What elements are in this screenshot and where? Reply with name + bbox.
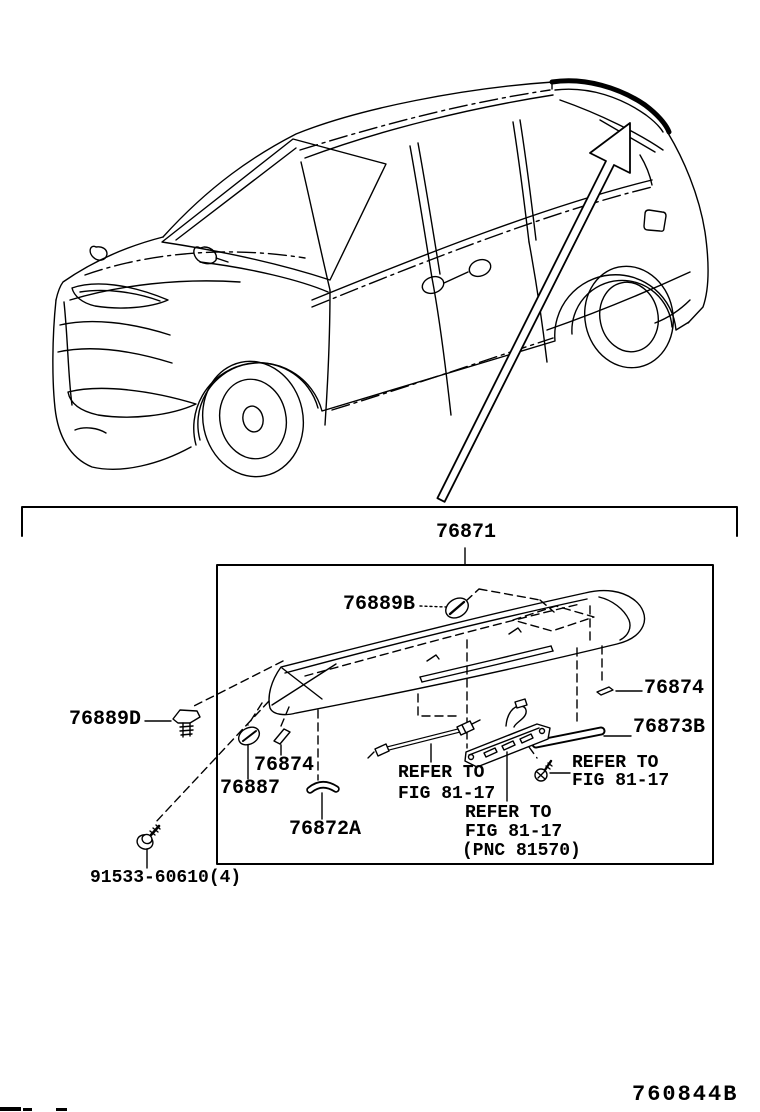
callout-76872A: 76872A [289,818,362,841]
callout-76873B: 76873B [633,716,706,739]
callout-76889D: 76889D [69,708,142,731]
pad-76872A-icon [310,785,336,790]
print-artifact [56,1108,67,1111]
harness-drawing [368,720,480,758]
callout-76887: 76887 [220,777,281,800]
assembly-figure [22,507,737,868]
refer-bottom-line1: REFER TO [465,803,552,823]
clip-76889D-icon [173,710,200,737]
vehicle-drawing [53,81,708,502]
print-artifact [0,1107,21,1111]
width-bracket [22,507,737,536]
clip-76874-right-icon [597,687,613,695]
screw-91533-icon [135,825,160,851]
screw-small-icon [535,761,552,781]
callout-76889B: 76889B [343,593,416,616]
grommet-76889B-icon [442,594,472,622]
refer-bottom-line3: (PNC 81570) [462,841,581,861]
spoiler-highlight [552,81,669,132]
callout-91533: 91533-60610(4) [90,868,242,888]
grommet-76887-icon [235,724,262,749]
pointer-arrow-icon [437,123,630,502]
refer-right-line2: FIG 81-17 [572,771,670,791]
clip-76874-left-icon [274,729,290,744]
document-number: 760844B [632,1082,739,1107]
refer-right-line1: REFER TO [572,753,659,773]
refer-center-line2: FIG 81-17 [398,784,496,804]
callout-76874-left: 76874 [254,754,315,777]
callout-76871: 76871 [436,521,497,544]
refer-bottom-line2: FIG 81-17 [465,822,563,842]
refer-center-line1: REFER TO [398,763,485,783]
callout-76874-right: 76874 [644,677,705,700]
print-artifact [23,1108,32,1111]
